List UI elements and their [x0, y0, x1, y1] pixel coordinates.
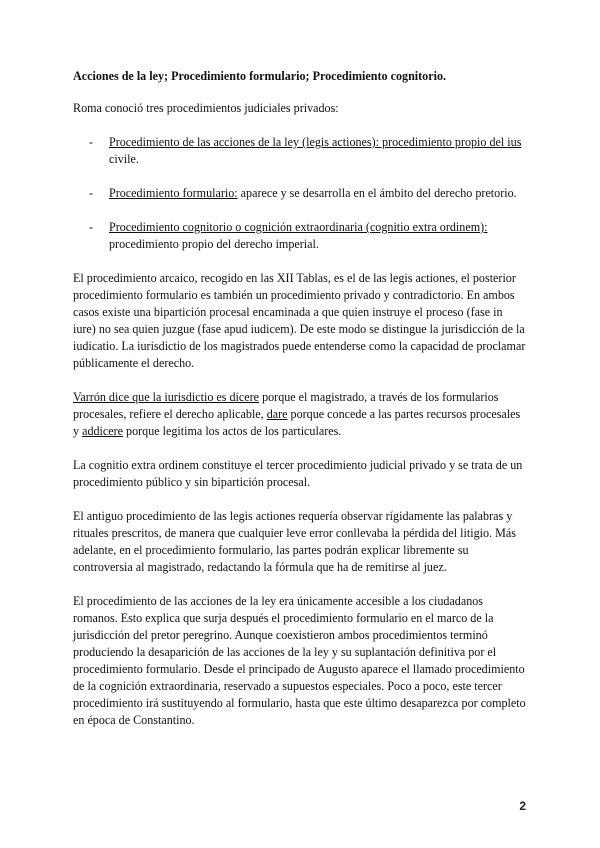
paragraph-procedimiento-arcaico: El procedimiento arcaico, recogido en las XII Tablas, es el de las legis actiones, el posterior procedimiento formulario es también un procedimiento privado y contradictorio. En ambos casos existe una bipartición procesal encaminada a que quien instruye el proceso (fase in iure) no sea quien juzgue (fase apud iudicem). De este modo se distingue la jurisdicción de la iudicatio. La iurisdictio de los magistrados puede entenderse como la capacidad de proclamar públicamente el derecho. — [73, 271, 526, 370]
list-item-term: Procedimiento cognitorio o cognición extraordinaria (cognitio extra ordinem): — [109, 220, 488, 234]
list-dash: - — [89, 220, 94, 234]
document-title: Acciones de la ley; Procedimiento formulario; Procedimiento cognitorio. — [73, 69, 447, 83]
paragraph-cognitio: La cognitio extra ordinem constituye el tercer procedimiento judicial privado y se trata de un procedimiento público y sin bipartición procesal. — [73, 458, 523, 489]
underlined-word-dare: dare — [266, 407, 288, 421]
page-number: 2 — [519, 799, 526, 813]
underlined-word-addicere: addicere — [82, 424, 124, 438]
list-item — [73, 219, 528, 253]
underlined-phrase-varron: Varrón dice que la iurisdictio es dicere — [73, 390, 260, 404]
list-item-text: procedimiento propio del derecho imperial. — [109, 237, 319, 251]
procedures-list — [73, 134, 528, 253]
list-item-text: aparece y se desarrolla en el ámbito del derecho pretorio. — [237, 186, 517, 200]
list-item — [73, 185, 528, 202]
paragraph-text: porque legitima los actos de los particulares. — [123, 424, 342, 438]
paragraph-text: porque concede a las partes recursos procesales y — [73, 407, 521, 438]
list-item-term: Procedimiento de las acciones de la ley (legis actiones): procedimiento propio del ius — [109, 135, 522, 149]
list-item — [73, 134, 528, 168]
list-dash: - — [89, 186, 94, 200]
list-dash: - — [89, 135, 94, 149]
paragraph-acciones-ley: El procedimiento de las acciones de la ley era únicamente accesible a los ciudadanos romanos. Esto explica que surja después el procedimiento formulario en el marco de la jurisdicción del pretor peregrino. Aunque coexistieron ambos procedimientos terminó produciendo la desaparición de las acciones de la ley y su suplantación definitiva por el procedimiento formulario. Desde el principado de Augusto aparece el llamado procedimiento de la cognición extraordinaria, reservado a supuestos especiales. Poco a poco, este tercer procedimiento irá sustituyendo al formulario, hasta que este último desaparezca por completo en época de Constantino. — [73, 594, 526, 727]
intro-paragraph: Roma conoció tres procedimientos judiciales privados: — [73, 101, 339, 115]
list-item-term: Procedimiento formulario: — [109, 186, 238, 200]
list-item-text: civile. — [109, 152, 139, 166]
paragraph-varron — [73, 389, 528, 440]
document-body — [73, 68, 528, 746]
paragraph-text: porque el magistrado, a través de los formularios procesales, refiere el derecho aplicable, — [73, 390, 499, 421]
paragraph-legis-actiones: El antiguo procedimiento de las legis actiones requería observar rígidamente las palabras y rituales prescritos, de manera que cualquier leve error conllevaba la pérdida del litigio. Más adelante, en el procedimiento formulario, las partes podrán explicar libremente su controversia al magistrado, redactando la fórmula que ha de remitirse al juez. — [73, 509, 516, 574]
